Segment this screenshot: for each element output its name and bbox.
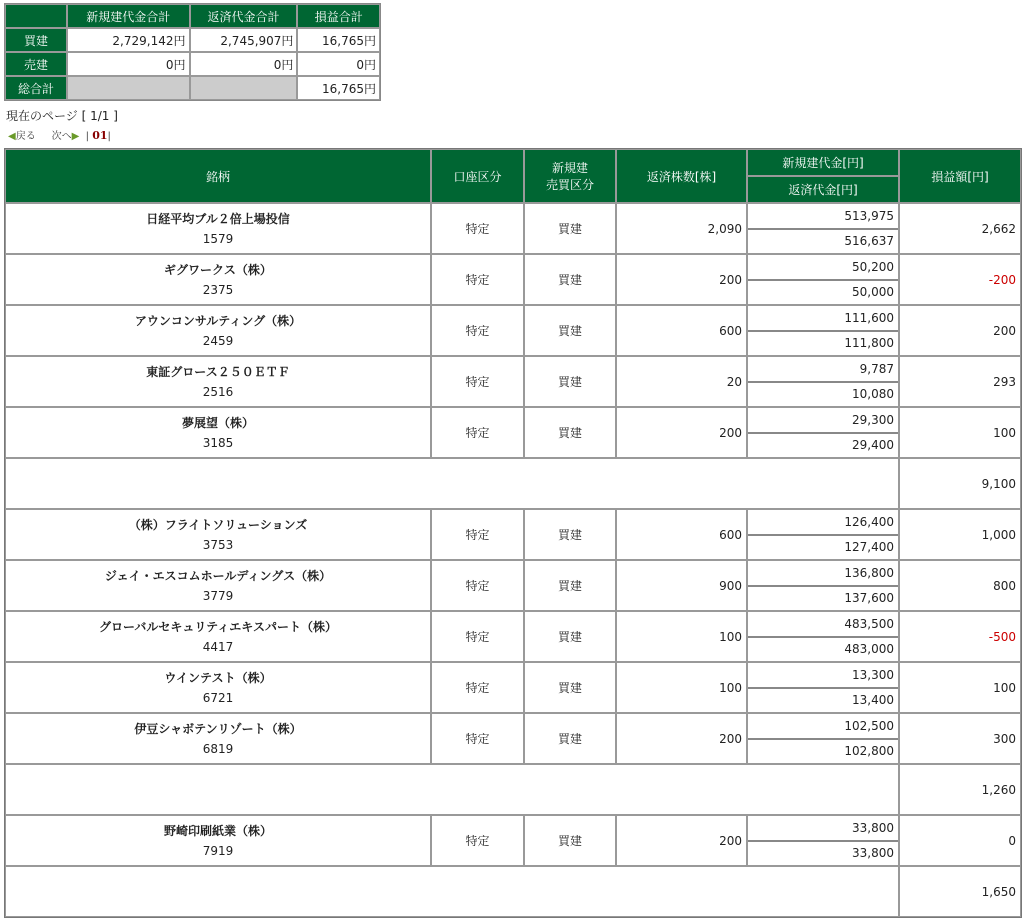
- header-account: 口座区分: [431, 149, 524, 203]
- amount-cell: [747, 203, 899, 254]
- account-type: 特定: [431, 407, 524, 458]
- stock-code: 1579: [202, 231, 234, 246]
- quantity: 200: [616, 407, 747, 458]
- stock-code: 7919: [202, 843, 234, 858]
- header-new-amount: 新規建代金[円]: [747, 149, 899, 176]
- stock-cell: [5, 713, 431, 764]
- stock-code: 6819: [202, 741, 234, 756]
- trade-side: 買建: [524, 713, 616, 764]
- summary-header-close: 返済代金合計: [190, 4, 298, 28]
- profit-loss: 2,662: [899, 203, 1021, 254]
- stock-code: 2459: [202, 333, 234, 348]
- amount-cell: [747, 254, 899, 305]
- quantity: 600: [616, 305, 747, 356]
- table-row: [5, 560, 1021, 611]
- summary-empty: [67, 76, 190, 100]
- close-amount: 127,400: [844, 539, 894, 554]
- next-link[interactable]: 次へ: [51, 131, 72, 142]
- summary-label: 売建: [5, 52, 67, 76]
- stock-cell: [5, 815, 431, 866]
- account-type: 特定: [431, 662, 524, 713]
- stock-cell: [5, 356, 431, 407]
- stock-cell: [5, 254, 431, 305]
- summary-empty: [190, 76, 298, 100]
- stock-code: 6721: [202, 690, 234, 705]
- subtotal-row: [5, 866, 1021, 917]
- stock-name[interactable]: ウインテスト（株）: [164, 670, 272, 685]
- new-amount: 33,800: [748, 817, 898, 842]
- stock-code: 2516: [202, 384, 234, 399]
- profit-loss: -200: [899, 254, 1021, 305]
- table-header-row: [5, 149, 1021, 176]
- trade-side: 買建: [524, 407, 616, 458]
- amount-cell: [747, 305, 899, 356]
- amount-cell: [747, 662, 899, 713]
- pager: ◀戻る 次へ▶ | 01|: [8, 129, 111, 142]
- stock-cell: [5, 560, 431, 611]
- quantity: 900: [616, 560, 747, 611]
- trade-side: 買建: [524, 815, 616, 866]
- summary-table: [4, 3, 381, 101]
- subtotal-value: 9,100: [899, 458, 1021, 509]
- stock-name[interactable]: 野崎印刷紙業（株）: [163, 823, 272, 838]
- summary-label: 買建: [5, 28, 67, 52]
- stock-code: 2375: [202, 282, 234, 297]
- new-amount: 483,500: [748, 613, 898, 638]
- quantity: 2,090: [616, 203, 747, 254]
- summary-value: 16,765円: [297, 28, 380, 52]
- header-pl: 損益額[円]: [899, 149, 1021, 203]
- close-amount: 50,000: [852, 284, 894, 299]
- new-amount: 13,300: [748, 664, 898, 689]
- close-amount: 516,637: [844, 233, 894, 248]
- summary-row-sell: [5, 52, 380, 76]
- subtotal-blank: [5, 764, 899, 815]
- amount-cell: [747, 509, 899, 560]
- summary-header-pl: 損益合計: [297, 4, 380, 28]
- account-type: 特定: [431, 509, 524, 560]
- amount-cell: [747, 560, 899, 611]
- quantity: 200: [616, 713, 747, 764]
- subtotal-row: [5, 764, 1021, 815]
- header-close-amount: 返済代金[円]: [747, 176, 899, 203]
- stock-code: 3185: [202, 435, 234, 450]
- subtotal-row: [5, 458, 1021, 509]
- amount-cell: [747, 407, 899, 458]
- stock-name[interactable]: 夢展望（株）: [181, 415, 254, 430]
- stock-code: 3779: [202, 588, 234, 603]
- quantity: 200: [616, 815, 747, 866]
- new-amount: 513,975: [748, 205, 898, 230]
- profit-loss: 293: [899, 356, 1021, 407]
- account-type: 特定: [431, 254, 524, 305]
- close-amount: 111,800: [844, 335, 894, 350]
- new-amount: 9,787: [748, 358, 898, 383]
- trade-side: 買建: [524, 203, 616, 254]
- amount-cell: [747, 611, 899, 662]
- profit-loss: 300: [899, 713, 1021, 764]
- table-row: [5, 254, 1021, 305]
- table-row: [5, 509, 1021, 560]
- close-amount: 483,000: [844, 641, 894, 656]
- summary-header-new: 新規建代金合計: [67, 4, 190, 28]
- quantity: 100: [616, 611, 747, 662]
- new-amount: 111,600: [748, 307, 898, 332]
- stock-cell: [5, 407, 431, 458]
- summary-label: 総合計: [5, 76, 67, 100]
- profit-loss: -500: [899, 611, 1021, 662]
- table-row: [5, 662, 1021, 713]
- summary-value: 16,765円: [297, 76, 380, 100]
- account-type: 特定: [431, 560, 524, 611]
- amount-cell: [747, 815, 899, 866]
- new-amount: 126,400: [748, 511, 898, 536]
- summary-value: 0円: [190, 52, 298, 76]
- account-type: 特定: [431, 305, 524, 356]
- close-amount: 13,400: [852, 692, 894, 707]
- summary-row-total: [5, 76, 380, 100]
- close-amount: 102,800: [844, 743, 894, 758]
- new-amount: 50,200: [748, 256, 898, 281]
- close-amount: 10,080: [852, 386, 894, 401]
- close-amount: 33,800: [852, 845, 894, 860]
- subtotal-blank: [5, 458, 899, 509]
- stock-name[interactable]: 伊豆シャボテンリゾート（株）: [134, 721, 302, 736]
- table-row: [5, 203, 1021, 254]
- trade-side: 買建: [524, 356, 616, 407]
- table-row: [5, 815, 1021, 866]
- stock-cell: [5, 611, 431, 662]
- amount-cell: [747, 713, 899, 764]
- table-row: [5, 305, 1021, 356]
- summary-value: 0円: [297, 52, 380, 76]
- next-arrow-icon: ▶: [71, 131, 80, 142]
- new-amount: 29,300: [748, 409, 898, 434]
- quantity: 600: [616, 509, 747, 560]
- quantity: 20: [616, 356, 747, 407]
- stock-name[interactable]: ギグワークス（株）: [164, 262, 272, 277]
- header-side: 新規建 売買区分: [524, 149, 616, 203]
- stock-name[interactable]: グローバルセキュリティエキスパート（株）: [99, 619, 337, 634]
- current-page: 現在のページ [ 1/1 ]: [6, 109, 118, 123]
- close-amount: 137,600: [844, 590, 894, 605]
- summary-corner: [5, 4, 67, 28]
- table-body: [5, 203, 1021, 917]
- summary-value: 0円: [67, 52, 190, 76]
- quantity: 100: [616, 662, 747, 713]
- new-amount: 102,500: [748, 715, 898, 740]
- quantity: 200: [616, 254, 747, 305]
- stock-name[interactable]: 東証グロース２５０ＥＴＦ: [146, 364, 290, 379]
- account-type: 特定: [431, 815, 524, 866]
- profit-loss: 1,000: [899, 509, 1021, 560]
- subtotal-blank: [5, 866, 899, 917]
- prev-link[interactable]: 戻る: [15, 131, 36, 142]
- profit-loss: 800: [899, 560, 1021, 611]
- stock-name[interactable]: （株）フライトソリューションズ: [128, 517, 308, 532]
- stock-name[interactable]: アウンコンサルティング（株）: [134, 313, 302, 328]
- close-amount: 29,400: [852, 437, 894, 452]
- stock-code: 4417: [202, 639, 234, 654]
- trade-side: 買建: [524, 509, 616, 560]
- trade-side: 買建: [524, 611, 616, 662]
- trade-side: 買建: [524, 560, 616, 611]
- stock-code: 3753: [202, 537, 234, 552]
- amount-cell: [747, 356, 899, 407]
- table-row: [5, 407, 1021, 458]
- table-row: [5, 611, 1021, 662]
- table-row: [5, 713, 1021, 764]
- stock-cell: [5, 509, 431, 560]
- stock-cell: [5, 305, 431, 356]
- header-qty: 返済株数[株]: [616, 149, 747, 203]
- page-link[interactable]: 01: [92, 129, 108, 142]
- stock-name[interactable]: ジェイ・エスコムホールディングス（株）: [104, 568, 332, 583]
- subtotal-value: 1,260: [899, 764, 1021, 815]
- subtotal-value: 1,650: [899, 866, 1021, 917]
- header-name: 銘柄: [5, 149, 431, 203]
- summary-header-row: [5, 4, 380, 28]
- account-type: 特定: [431, 356, 524, 407]
- stock-name[interactable]: 日経平均ブル２倍上場投信: [146, 211, 290, 226]
- account-type: 特定: [431, 713, 524, 764]
- results-table: [4, 148, 1022, 918]
- stock-cell: [5, 203, 431, 254]
- account-type: 特定: [431, 611, 524, 662]
- stock-cell: [5, 662, 431, 713]
- profit-loss: 0: [899, 815, 1021, 866]
- summary-row-buy: [5, 28, 380, 52]
- account-type: 特定: [431, 203, 524, 254]
- summary-value: 2,729,142円: [67, 28, 190, 52]
- profit-loss: 200: [899, 305, 1021, 356]
- table-row: [5, 356, 1021, 407]
- summary-value: 2,745,907円: [190, 28, 298, 52]
- new-amount: 136,800: [748, 562, 898, 587]
- profit-loss: 100: [899, 662, 1021, 713]
- trade-side: 買建: [524, 305, 616, 356]
- profit-loss: 100: [899, 407, 1021, 458]
- trade-side: 買建: [524, 662, 616, 713]
- trade-side: 買建: [524, 254, 616, 305]
- prev-arrow-icon: ◀: [8, 131, 16, 142]
